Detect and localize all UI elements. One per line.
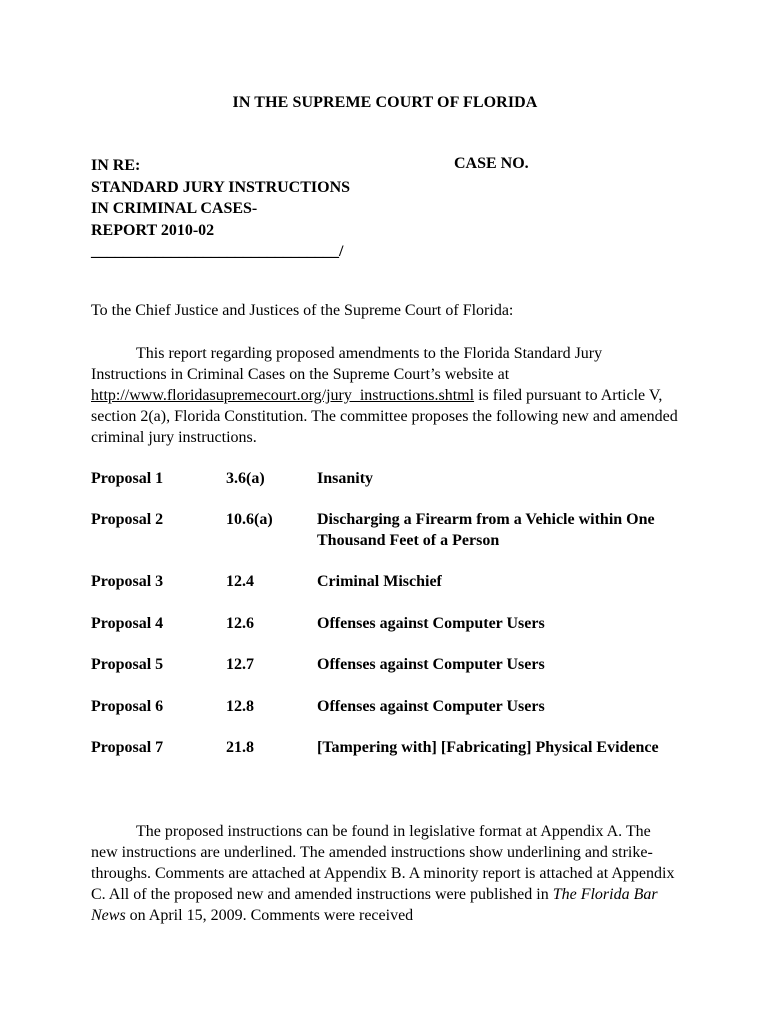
intro-text-1: This report regarding proposed amendments to the Florida Standard Jury Instructions in Criminal Cases on the Supreme Court’s website at: [91, 345, 603, 383]
proposal-row: [91, 613, 691, 654]
caption-report-number: REPORT 2010-02: [91, 221, 215, 239]
caption-in-re: IN RE:: [91, 157, 141, 174]
proposal-title: Offenses against Computer Users: [317, 656, 545, 673]
proposal-number: Proposal 7: [91, 739, 164, 756]
case-number-label: CASE NO.: [454, 155, 529, 172]
caption-criminal-cases: IN CRIMINAL CASES-: [91, 200, 258, 217]
proposal-number: Proposal 1: [91, 470, 164, 487]
caption-rule-line: _______________________________/: [91, 243, 344, 260]
proposal-number: Proposal 4: [91, 615, 164, 632]
proposal-section: 12.4: [226, 573, 254, 590]
proposal-section: 10.6(a): [226, 511, 273, 528]
case-caption: [91, 155, 350, 263]
proposal-row: [91, 509, 691, 571]
closing-paragraph: [91, 821, 681, 926]
publication-name: The Florida Bar News: [91, 886, 658, 924]
proposal-number: Proposal 3: [91, 573, 164, 590]
proposal-title: Offenses against Computer Users: [317, 615, 545, 632]
proposal-row: [91, 654, 691, 696]
proposal-number: Proposal 2: [91, 511, 164, 528]
proposal-section: 21.8: [226, 739, 254, 756]
proposal-section: 12.8: [226, 698, 254, 715]
jury-instructions-link[interactable]: http://www.floridasupremecourt.org/jury_instructions.shtml: [91, 387, 475, 404]
proposal-number: Proposal 6: [91, 698, 164, 715]
proposal-row: [91, 571, 691, 613]
closing-text-1: The proposed instructions can be found in legislative format at Appendix A. The new instructions are underlined. The amended instructions show underlining and strike-throughs. Comments are attached at Appendix B. A minority report is attached at Appendix C. All of the proposed new and amended instructions were published in: [91, 823, 675, 903]
caption-instructions: STANDARD JURY INSTRUCTIONS: [91, 178, 351, 196]
proposals-table: [91, 468, 691, 779]
proposal-row: [91, 468, 691, 509]
court-title: IN THE SUPREME COURT OF FLORIDA: [232, 94, 538, 111]
proposal-title: Criminal Mischief: [317, 573, 442, 590]
proposal-row: [91, 737, 691, 779]
proposal-title: Offenses against Computer Users: [317, 698, 545, 715]
proposal-title: Discharging a Firearm from a Vehicle within One Thousand Feet of a Person: [317, 511, 655, 549]
closing-text-2: on April 15, 2009. Comments were received: [125, 907, 414, 924]
proposal-row: [91, 696, 691, 737]
intro-text-2: is filed pursuant to Article V, section 2(a), Florida Constitution. The committee proposes the following new and amended criminal jury instructions.: [91, 387, 678, 446]
salutation: To the Chief Justice and Justices of the Supreme Court of Florida:: [91, 302, 514, 319]
proposal-section: 12.6: [226, 615, 254, 632]
proposal-section: 12.7: [226, 656, 254, 673]
proposal-section: 3.6(a): [226, 470, 265, 487]
intro-paragraph: [91, 343, 681, 448]
proposal-title: [Tampering with] [Fabricating] Physical Evidence: [317, 739, 659, 756]
proposal-title: Insanity: [317, 470, 374, 487]
proposal-number: Proposal 5: [91, 656, 164, 673]
